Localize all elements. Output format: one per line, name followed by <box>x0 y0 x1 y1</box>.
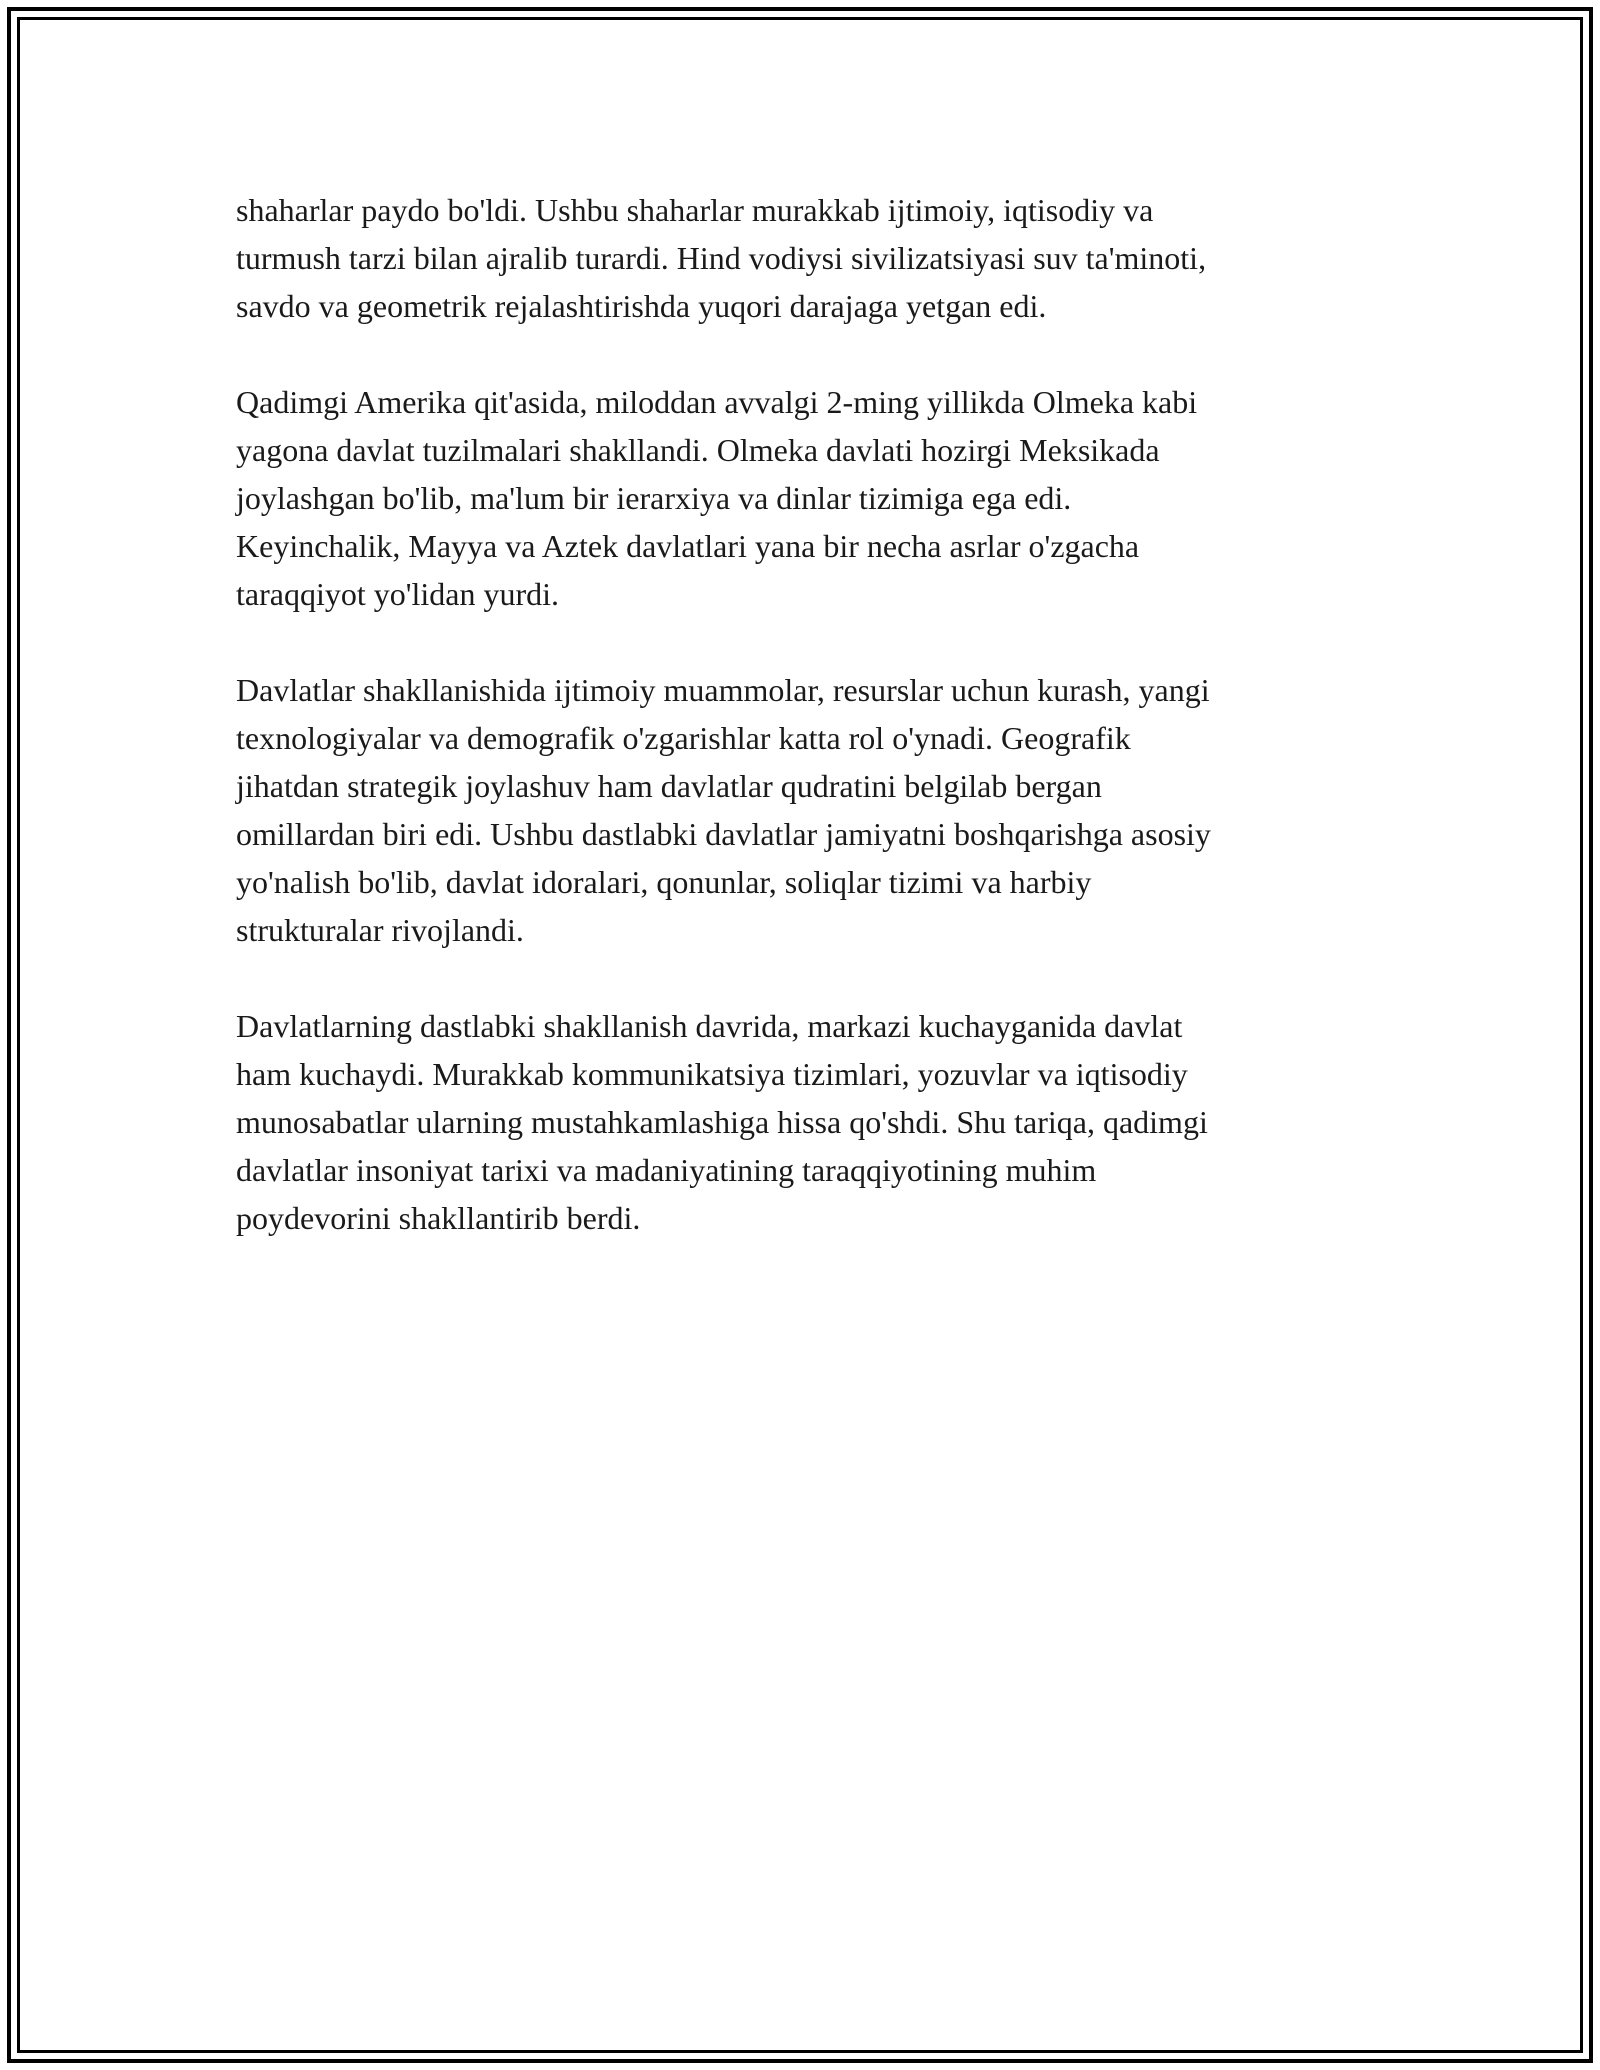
text-line: Qadimgi Amerika qit'asida, miloddan avvalgi 2-ming yillikda Olmeka kabi <box>236 384 1198 420</box>
text-line: strukturalar rivojlandi. <box>236 912 524 948</box>
text-line: Davlatlar shakllanishida ijtimoiy muammolar, resurslar uchun kurash, yangi <box>236 672 1210 708</box>
text-line: davlatlar insoniyat tarixi va madaniyatining taraqqiyotining muhim <box>236 1152 1097 1188</box>
text-line: shaharlar paydo bo'ldi. Ushbu shaharlar murakkab ijtimoiy, iqtisodiy va <box>236 192 1154 228</box>
text-line: taraqqiyot yo'lidan yurdi. <box>236 576 560 612</box>
text-line: omillardan biri edi. Ushbu dastlabki davlatlar jamiyatni boshqarishga asosiy <box>236 816 1211 852</box>
text-line: joylashgan bo'lib, ma'lum bir ierarxiya va dinlar tizimiga ega edi. <box>236 480 1072 516</box>
document-body <box>236 186 1364 1290</box>
text-line: jihatdan strategik joylashuv ham davlatlar qudratini belgilab bergan <box>236 768 1102 804</box>
text-line: munosabatlar ularning mustahkamlashiga hissa qo'shdi. Shu tariqa, qadimgi <box>236 1104 1208 1140</box>
text-line: yo'nalish bo'lib, davlat idoralari, qonunlar, soliqlar tizimi va harbiy <box>236 864 1092 900</box>
paragraph-1 <box>236 186 1364 330</box>
text-line: poydevorini shakllantirib berdi. <box>236 1200 641 1236</box>
paragraph-3 <box>236 666 1364 954</box>
paragraph-4 <box>236 1002 1364 1242</box>
text-line: ham kuchaydi. Murakkab kommunikatsiya tizimlari, yozuvlar va iqtisodiy <box>236 1056 1188 1092</box>
text-line: texnologiyalar va demografik o'zgarishlar katta rol o'ynadi. Geografik <box>236 720 1131 756</box>
paragraph-2 <box>236 378 1364 618</box>
text-line: savdo va geometrik rejalashtirishda yuqori darajaga yetgan edi. <box>236 288 1047 324</box>
text-line: Davlatlarning dastlabki shakllanish davrida, markazi kuchayganida davlat <box>236 1008 1183 1044</box>
text-line: yagona davlat tuzilmalari shakllandi. Olmeka davlati hozirgi Meksikada <box>236 432 1160 468</box>
text-line: Keyinchalik, Mayya va Aztek davlatlari yana bir necha asrlar o'zgacha <box>236 528 1140 564</box>
text-line: turmush tarzi bilan ajralib turardi. Hind vodiysi sivilizatsiyasi suv ta'minoti, <box>236 240 1207 276</box>
